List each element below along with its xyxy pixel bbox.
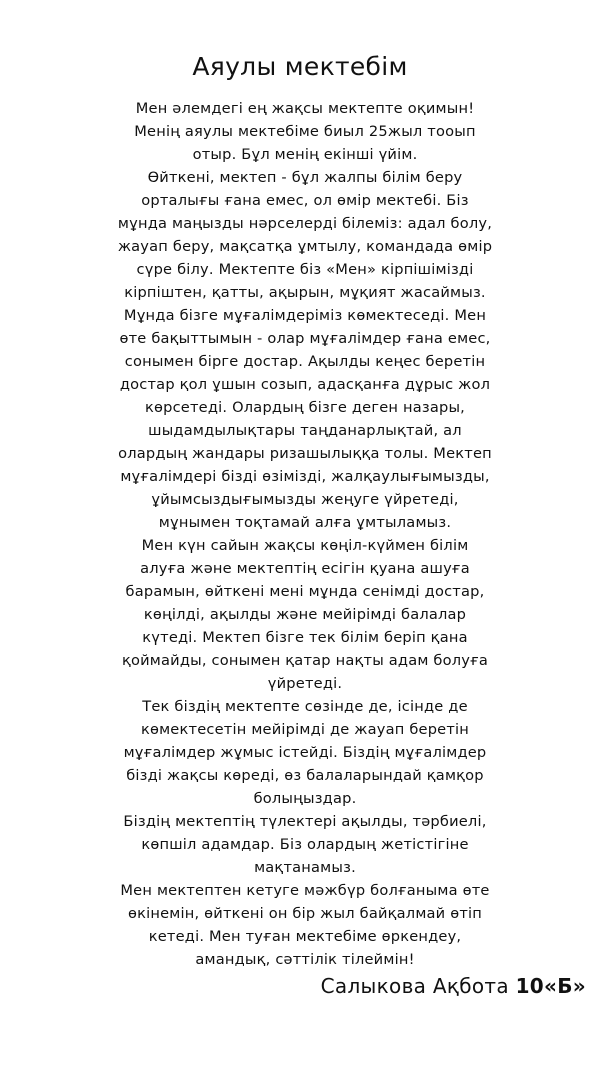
essay-line: болыңыздар. <box>253 790 357 807</box>
document-title: Аяулы мектебім <box>192 52 408 81</box>
essay-line: қоймайды, сонымен қатар нақты адам болуға <box>121 652 489 669</box>
essay-line: Мен күн сайын жақсы көңіл-күймен білім <box>141 537 469 554</box>
essay-line: үйретеді. <box>267 675 343 692</box>
essay-line: көмектесетін мейірімді де жауап беретін <box>140 721 470 738</box>
essay-line: алуға және мектептің есігін қуана ашуға <box>140 560 470 577</box>
essay-line: ұйымсыздығымызды жеңуге үйретеді, <box>151 491 459 508</box>
essay-line: сүре білу. Мектепте біз «Мен» кірпішімізді <box>136 261 474 278</box>
essay-line: өкінемін, өйткені он бір жыл байқалмай өтіп <box>127 905 483 922</box>
essay-line: достар қол ұшын созып, адасқанға дұрыс жол <box>119 376 491 393</box>
essay-line: Менің аяулы мектебіме биыл 25жыл тооып <box>134 123 476 140</box>
essay-line: кетеді. Мен туған мектебіме өркендеу, <box>148 928 462 945</box>
essay-line: мақтанамыз. <box>254 859 356 876</box>
essay-line: Тек біздің мектепте сөзінде де, ісінде де <box>142 698 468 715</box>
essay-line: мұғалімдері бізді өзімізді, жалқаулығымызды, <box>120 468 490 485</box>
essay-line: мұнымен тоқтамай алға ұмтыламыз. <box>158 514 452 531</box>
essay-line: Біздің мектептің түлектері ақылды, тәрбиелі, <box>123 813 487 830</box>
essay-line: көңілді, ақылды және мейірімді балалар <box>143 606 467 623</box>
essay-line: мұғалімдер жұмыс істейді. Біздің мұғалімдер <box>123 744 487 761</box>
author-name: Салыкова Ақбота <box>320 974 509 998</box>
essay-line: күтеді. Мектеп бізге тек білім беріп қана <box>142 629 468 646</box>
essay-line: Өйткені, мектеп - бұл жалпы білім беру <box>147 169 463 186</box>
essay-line: Мен әлемдегі ең жақсы мектепте оқимын! <box>135 100 475 117</box>
essay-line: бізді жақсы көреді, өз балаларындай қамқор <box>126 767 484 784</box>
essay-line: барамын, өйткені мені мұнда сенімді достар, <box>125 583 485 600</box>
author-class: 10«Б» <box>515 974 586 998</box>
essay-line: өте бақыттымын - олар мұғалімдер ғана емес, <box>119 330 491 347</box>
essay-line: Мен мектептен кетуге мәжбүр болғаныма өте <box>120 882 490 899</box>
author-signature <box>321 974 586 998</box>
essay-line: көпшіл адамдар. Біз олардың жетістігіне <box>141 836 469 853</box>
essay-line: отыр. Бұл менің екінші үйім. <box>192 146 418 163</box>
essay-line: көрсетеді. Олардың бізге деген назары, <box>144 399 466 416</box>
essay-body <box>100 97 510 971</box>
essay-line: жауап беру, мақсатқа ұмтылу, командада өмір <box>117 238 493 255</box>
essay-line: мұнда маңызды нәрселерді білеміз: адал болу, <box>117 215 493 232</box>
essay-line: олардың жандары ризашылыққа толы. Мектеп <box>118 445 492 462</box>
essay-line: Мұнда бізге мұғалімдеріміз көмектеседі. Мен <box>123 307 487 324</box>
essay-line: шыдамдылықтары таңданарлықтай, ал <box>148 422 462 439</box>
essay-line: амандық, сәттілік тілеймін! <box>195 951 415 968</box>
essay-line: кірпіштен, қатты, ақырын, мұқият жасаймыз. <box>124 284 486 301</box>
essay-line: орталығы ғана емес, ол өмір мектебі. Біз <box>141 192 469 209</box>
essay-line: сонымен бірге достар. Ақылды кеңес беретін <box>124 353 486 370</box>
